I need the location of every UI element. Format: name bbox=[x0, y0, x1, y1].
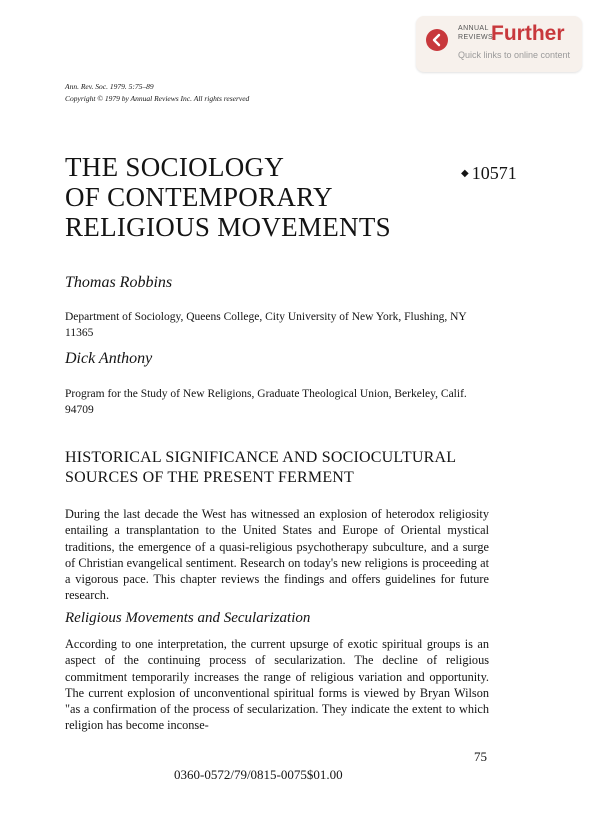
article-title bbox=[65, 152, 391, 242]
diamond-icon: ◆ bbox=[461, 168, 469, 179]
banner-annual-text: ANNUAL bbox=[458, 25, 489, 32]
further-banner[interactable] bbox=[416, 16, 582, 72]
banner-further-text: Further bbox=[491, 22, 565, 45]
author-name: Dick Anthony bbox=[65, 350, 153, 367]
marker-number: 10571 bbox=[471, 163, 517, 183]
title-line: THE SOCIOLOGY bbox=[65, 152, 285, 182]
title-line: OF CONTEMPORARY bbox=[65, 182, 333, 212]
title-line: RELIGIOUS MOVEMENTS bbox=[65, 212, 391, 242]
citation-copyright: Copyright © 1979 by Annual Reviews Inc. All rights reserved bbox=[65, 94, 250, 103]
footer-code: 0360-0572/79/0815-0075$01.00 bbox=[174, 767, 343, 782]
author-affiliation: Department of Sociology, Queens College, City University of New York, Flushing, NY 11365 bbox=[65, 311, 467, 339]
article-marker bbox=[461, 163, 517, 184]
author-affiliation: Program for the Study of New Religions, Graduate Theological Union, Berkeley, Calif. 94709 bbox=[65, 388, 467, 416]
section-heading bbox=[65, 448, 456, 488]
body-paragraph: According to one interpretation, the current upsurge of exotic spiritual groups is an aspect of the continuing process of secularization. The decline of religious commitment temporarily increases the range of religious variation and opportunity. The current explosion of unconventional spiritual forms is viewed by Bryan Wilson "as a confirmation of the process of secularization. They indicate the extent to which religion has become inconse- bbox=[65, 637, 489, 733]
banner-reviews-text: REVIEWS bbox=[458, 34, 494, 41]
body-paragraph: During the last decade the West has witnessed an explosion of heterodox religiosity entailing a transplantation to the United States and Europe of Oriental mystical traditions, the emergence of a quasi-religious psychotherapy subculture, and a surge of Christian evangelical sentiment. Research on today's new religions is proceeding at a vigorous pace. This chapter reviews the findings and offers guidelines for future research. bbox=[65, 507, 489, 603]
subsection-heading: Religious Movements and Secularization bbox=[65, 610, 311, 626]
author-name: Thomas Robbins bbox=[65, 274, 173, 291]
arrow-icon bbox=[426, 29, 448, 51]
citation-journal: Ann. Rev. Soc. 1979. 5:75–89 bbox=[65, 82, 154, 91]
section-heading-line: HISTORICAL SIGNIFICANCE AND SOCIOCULTURAL bbox=[65, 449, 457, 466]
section-heading-line: SOURCES OF THE PRESENT FERMENT bbox=[65, 469, 355, 486]
banner-subtitle: Quick links to online content bbox=[458, 50, 571, 60]
page-number: 75 bbox=[474, 749, 487, 764]
